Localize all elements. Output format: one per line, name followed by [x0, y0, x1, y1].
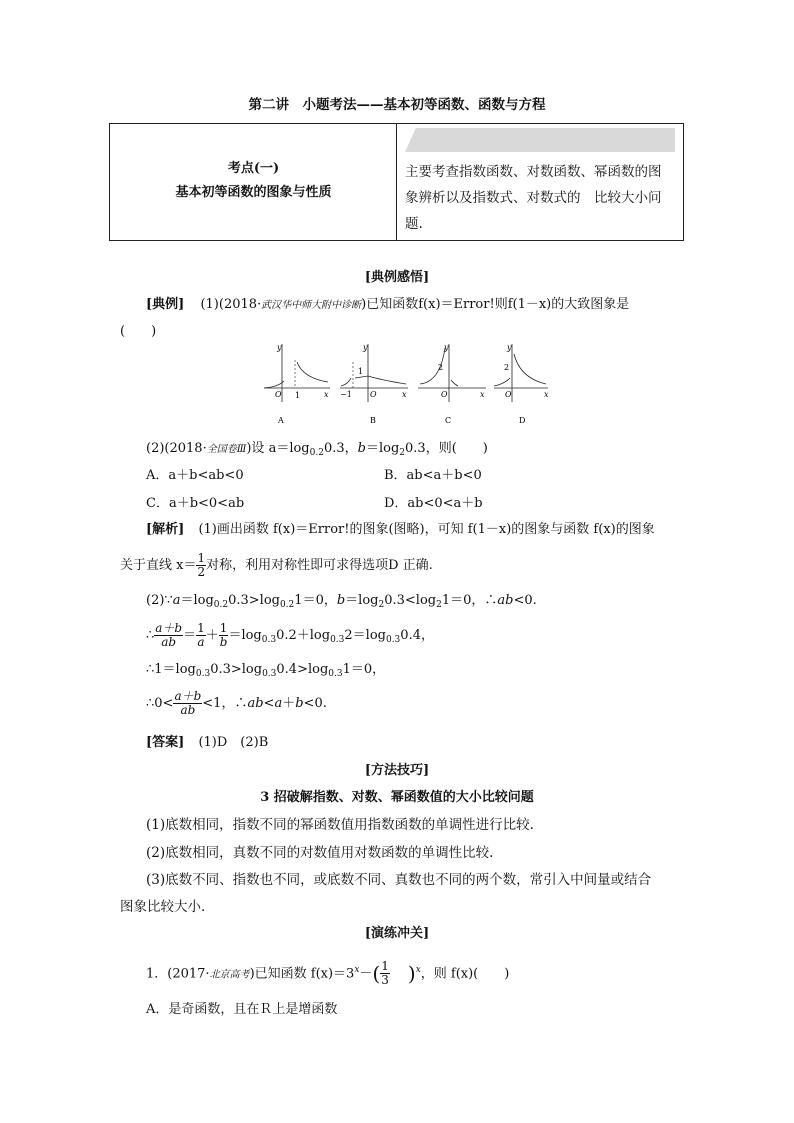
analysis-text-2a: 关于直线 x＝ [120, 558, 197, 573]
graph-d [494, 343, 549, 425]
description-line: 题. [405, 216, 423, 232]
exercise-text-pre: )已知函数 f(x)＝3 [249, 966, 355, 982]
svg-text:x: x [324, 390, 329, 399]
svg-text:1: 1 [358, 367, 364, 376]
svg-text:y: y [507, 343, 512, 352]
banner-decoration [405, 128, 675, 152]
exercise-1: 1．(2017·北京高考)已知函数 $f(x)=3^x-$( $\frac{1}{3}$ )$^x$，则 f(x)( ) [146, 959, 510, 988]
exercise-text-post: ，则 f(x)( ) [420, 966, 510, 982]
analysis-text-2b: 对称，利用对称性即可求得选项D 正确. [206, 558, 433, 573]
analysis-label: [解析] [146, 522, 185, 537]
svg-text:2: 2 [504, 363, 510, 372]
example-question-2: (2)(2018·全国卷Ⅲ)设 $a=\log_{0.2}0.3$，$b=\log_20.3$，则( ) [146, 441, 488, 458]
exercise-number: 1．(2017· [146, 966, 210, 982]
svg-text:O: O [275, 390, 282, 399]
answer-label: [答案] [146, 735, 185, 750]
description-line: 象辨析以及指数式、对数式的 比较大小问 [405, 190, 662, 206]
q2-text: )设 a＝log [246, 441, 310, 456]
q2-source: 全国卷Ⅲ [206, 444, 247, 455]
svg-text:O: O [441, 390, 448, 399]
graph-b [340, 343, 408, 425]
q1-text: )已知函数f(x)＝Error!则f(1－x)的大致图象是 [361, 297, 630, 312]
graph-label-b: B [370, 416, 376, 425]
graph-a [264, 343, 330, 425]
option-b: B．ab<a＋b<0 [384, 468, 482, 483]
option-d: D．ab<0<a＋b [384, 496, 483, 511]
analysis-line-6: ∴0< $\frac{a+b}{ab}$ <1，∴ab<a＋b<0. [146, 689, 327, 717]
example-question-1 [146, 297, 629, 314]
svg-text:x: x [402, 390, 407, 399]
svg-text:x: x [544, 390, 549, 399]
option-a: A．a＋b<ab<0 [146, 468, 244, 483]
svg-text:2: 2 [438, 363, 444, 372]
q1-source: 武汉华中师大附中诊断 [261, 300, 362, 311]
svg-text:1: 1 [295, 391, 301, 400]
description-cell [397, 124, 683, 240]
svg-text:O: O [370, 390, 377, 399]
description-line: 主要考查指数函数、对数函数、幂函数的图 [405, 164, 662, 180]
topic-name: 基本初等函数的图象与性质 [175, 185, 332, 200]
section-heading: [演练冲关] [364, 926, 430, 941]
method-item: (1)底数相同，指数不同的幂函数值用指数函数的单调性进行比较. [146, 817, 534, 833]
option-graphs [258, 340, 548, 432]
svg-text:y: y [277, 343, 282, 352]
analysis-line-4: ∴ $\frac{a+b}{ab}$ ＝ $\frac{1}{a}$ ＋ $\frac{1}{b}$ $=\log_{0.3}0.2+\log_{0.3}2=\log_{0.3}0.4$， [146, 621, 434, 649]
method-item: (3)底数不同、指数也不同，或底数不同、真数也不同的两个数，常引入中间量或结合 [146, 872, 652, 888]
svg-text:−1: −1 [340, 390, 352, 399]
svg-text:y: y [363, 343, 368, 352]
method-item: 图象比较大小. [120, 899, 206, 915]
section-heading: [典例感悟] [364, 270, 430, 285]
analysis-text-1: (1)画出函数 f(x)＝Error!的图象(图略)，可知 f(1－x)的图象与函数 f(x)的图象 [198, 522, 655, 537]
section-heading: [方法技巧] [364, 763, 430, 778]
analysis-line-1 [146, 522, 655, 538]
exercise-option-a: A．是奇函数，且在Ｒ上是增函数 [146, 1002, 338, 1017]
method-item: (2)底数相同，真数不同的对数值用对数函数的单调性比较. [146, 845, 494, 861]
svg-text:O: O [505, 390, 512, 399]
example-label: [典例] [146, 297, 185, 312]
graph-label-c: C [445, 416, 452, 425]
svg-text:y: y [444, 343, 449, 352]
method-title: 3 招破解指数、对数、幂函数值的大小比较问题 [260, 790, 534, 805]
page-title: 第二讲 小题考法——基本初等函数、函数与方程 [248, 97, 546, 113]
analysis-line-3: $(2)\because a=\log_{0.2}0.3>\log_{0.2}1=0$，$b=\log_20.3<\log_21=0$，∴ab<0. [146, 593, 537, 610]
q2-prefix: (2)(2018· [146, 441, 207, 456]
svg-text:x: x [480, 390, 485, 399]
graph-c [418, 343, 486, 425]
q1-number: (1)(2018· [200, 297, 262, 312]
answer-text: (1)D (2)B [198, 735, 269, 750]
graph-label-a: A [278, 416, 284, 425]
analysis-line-5: $\therefore 1=\log_{0.3}0.3>\log_{0.3}0.4>\log_{0.3}1=0$， [146, 662, 386, 679]
topic-label: 考点(一) [227, 161, 280, 176]
q1-paren: ( ) [120, 324, 157, 339]
topic-header-table [109, 123, 684, 241]
option-c: C．a＋b<0<ab [146, 496, 245, 511]
answer-line [146, 735, 268, 751]
analysis-line-2: 关于直线 x＝ $\frac{1}{2}$ 对称，利用对称性即可求得选项D 正确. [120, 551, 433, 579]
topic-cell [110, 124, 397, 240]
exercise-source: 北京高考 [209, 969, 250, 981]
graph-label-d: D [519, 416, 526, 425]
